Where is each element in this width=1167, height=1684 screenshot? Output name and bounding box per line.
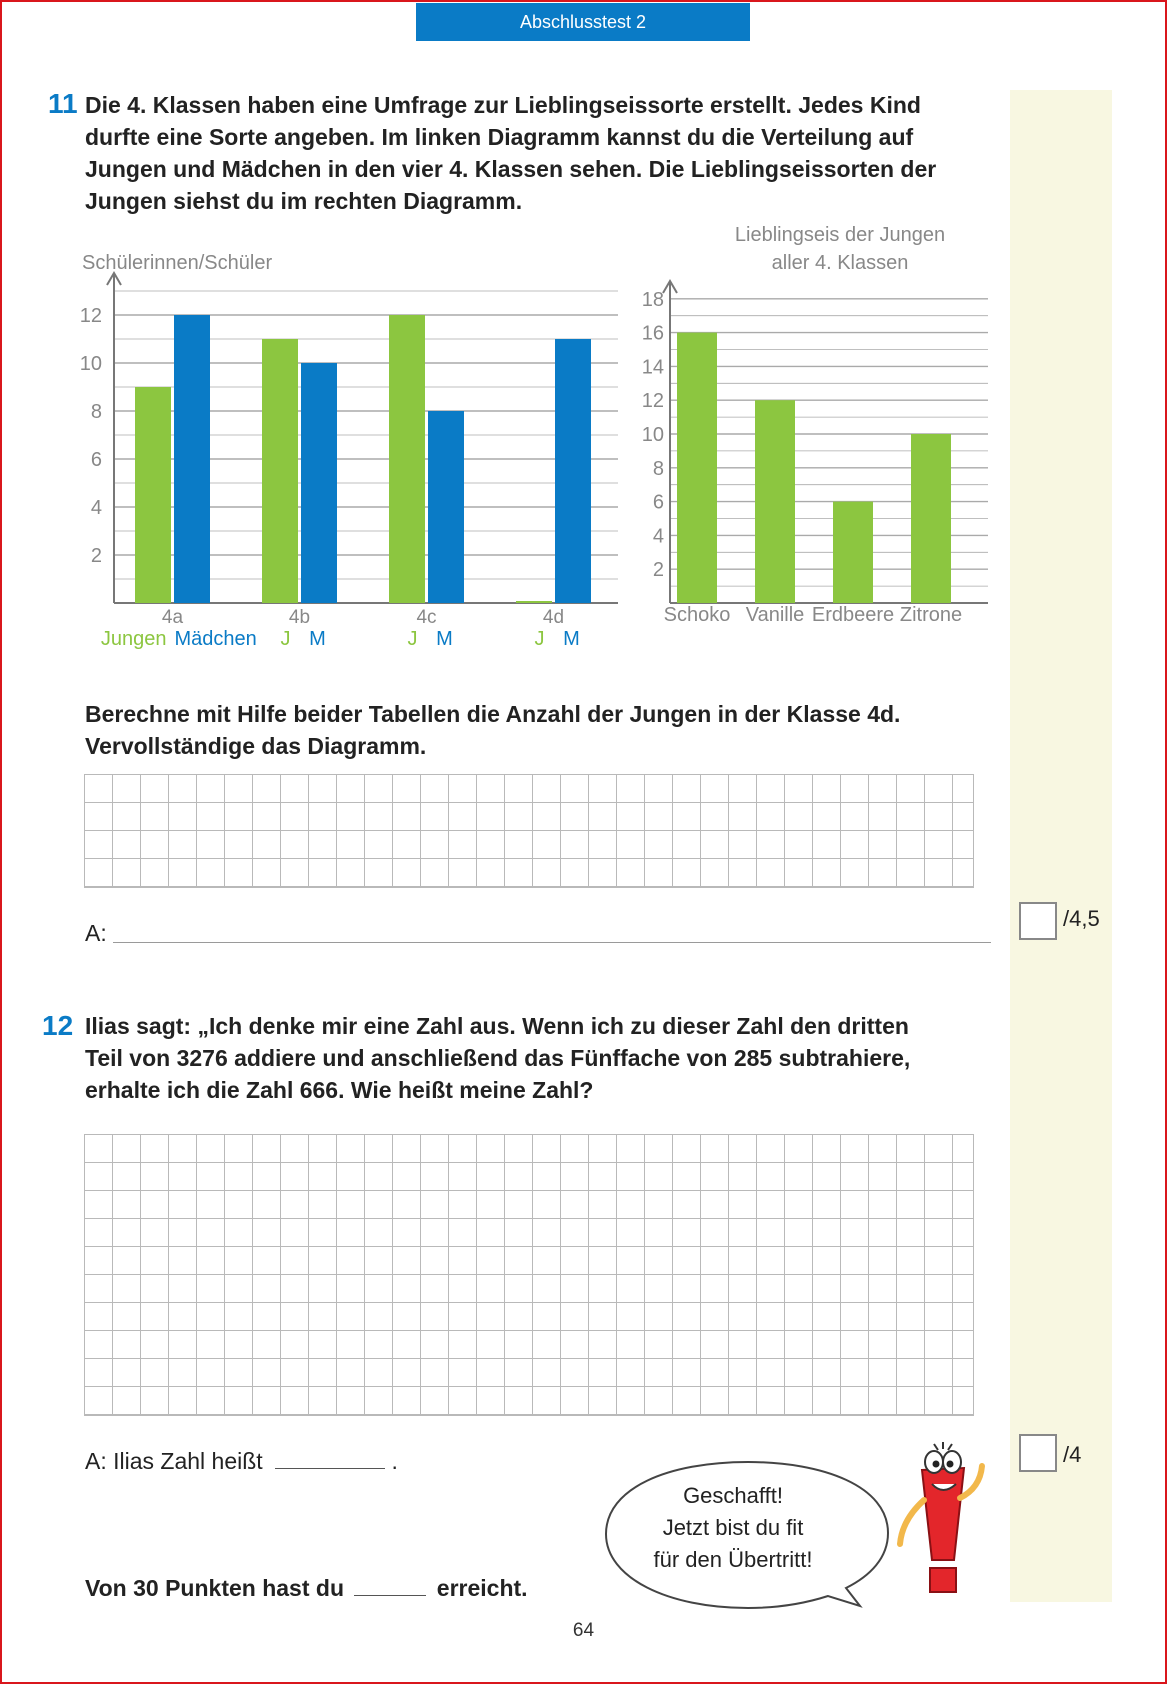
bar-jungen-4a xyxy=(135,387,171,603)
y-tick-label: 6 xyxy=(90,449,102,471)
y-tick-label: 18 xyxy=(641,288,664,311)
y-tick-label: 4 xyxy=(652,525,664,548)
score-max-12: /4 xyxy=(1063,1442,1082,1467)
answer-line-11[interactable] xyxy=(113,918,991,943)
instruction-line: Vervollständige das Diagramm. xyxy=(85,733,427,759)
x-tick-label: 4c xyxy=(416,607,437,628)
task-12-line: Teil von 3276 addiere und anschließend das Fünffache von 285 subtrahiere, xyxy=(85,1045,911,1071)
y-tick-label: 10 xyxy=(79,353,102,375)
x-tick-label: Erdbeere xyxy=(811,604,895,626)
bar-jungen-4d xyxy=(516,601,552,603)
x-tick-label: 4d xyxy=(542,607,565,628)
y-tick-label: 14 xyxy=(641,356,664,379)
y-tick-label: 10 xyxy=(641,424,664,446)
x-tick-label: 4a xyxy=(161,607,184,628)
legend-m: M xyxy=(436,628,453,650)
legend-m: M xyxy=(563,628,580,650)
bar-mädchen-4c xyxy=(428,411,464,603)
calculation-grid-11[interactable] xyxy=(84,774,974,888)
bubble-line: für den Übertritt! xyxy=(653,1547,813,1572)
answer-end-12: . xyxy=(391,1448,398,1474)
answer-text-12: A: Ilias Zahl heißt xyxy=(85,1448,263,1474)
task-11-line: Jungen siehst du im rechten Diagramm. xyxy=(85,188,523,214)
speech-bubble-text xyxy=(623,1480,843,1576)
y-tick-label: 12 xyxy=(641,390,664,413)
x-tick-label: 4b xyxy=(288,607,311,628)
answer-blank-12[interactable] xyxy=(275,1448,385,1469)
bar-jungen-4b xyxy=(262,339,298,603)
answer-label-12 xyxy=(85,1448,398,1475)
legend-jungen: Jungen xyxy=(100,628,167,650)
answer-label-11: A: xyxy=(85,920,107,946)
y-tick-label: 4 xyxy=(90,497,102,519)
bar-zitrone xyxy=(911,434,951,603)
score-box-11[interactable] xyxy=(1019,902,1057,940)
bubble-line: Jetzt bist du fit xyxy=(662,1515,804,1540)
x-tick-label: Zitrone xyxy=(899,604,963,626)
y-tick-label: 2 xyxy=(652,559,664,582)
task-12-line: erhalte ich die Zahl 666. Wie heißt meine Zahl? xyxy=(85,1077,594,1103)
task-11-line: durfte eine Sorte angeben. Im linken Diagramm kannst du die Verteilung auf xyxy=(85,124,914,150)
bar-jungen-4c xyxy=(389,315,425,603)
chart-title-line: Lieblingseis der Jungen xyxy=(734,224,946,246)
y-tick-label: 8 xyxy=(90,401,102,423)
total-points-blank[interactable] xyxy=(354,1573,426,1596)
bar-mädchen-4d xyxy=(555,339,591,603)
legend-j: J xyxy=(407,628,418,650)
bar-erdbeere xyxy=(833,502,873,603)
score-box-12[interactable] xyxy=(1019,1434,1057,1472)
task-11-text xyxy=(85,89,1005,217)
task-number-11: 11 xyxy=(48,88,78,119)
bar-vanille xyxy=(755,400,795,603)
y-tick-label: 8 xyxy=(652,457,664,480)
legend-m: M xyxy=(309,628,326,650)
bar-mädchen-4b xyxy=(301,363,337,603)
calculation-grid-12[interactable] xyxy=(84,1134,974,1416)
bar-mädchen-4a xyxy=(174,315,210,603)
section-header: Abschlusstest 2 xyxy=(416,3,750,41)
page-number: 64 xyxy=(572,1620,595,1641)
boys-flavor-chart xyxy=(640,215,1010,635)
y-tick-label: 16 xyxy=(641,322,664,345)
x-tick-label: Schoko xyxy=(663,604,731,626)
total-prefix: Von 30 Punkten hast du xyxy=(85,1575,344,1601)
task-11-line: Jungen und Mädchen in den vier 4. Klassen sehen. Die Lieblingseissorten der xyxy=(85,156,937,182)
task-12-text xyxy=(85,1010,1005,1106)
task-number-12: 12 xyxy=(42,1010,74,1041)
exclamation-mascot-icon xyxy=(888,1440,998,1600)
total-points-line xyxy=(85,1572,685,1604)
bubble-line: Geschafft! xyxy=(683,1483,783,1508)
x-tick-label: Vanille xyxy=(745,604,805,626)
task-12-line: Ilias sagt: „Ich denke mir eine Zahl aus. Wenn ich zu dieser Zahl den dritten xyxy=(85,1013,909,1039)
total-suffix: erreicht. xyxy=(436,1575,528,1601)
task-11-line: Die 4. Klassen haben eine Umfrage zur Lieblingseissorte erstellt. Jedes Kind xyxy=(85,92,921,118)
instruction-line: Berechne mit Hilfe beider Tabellen die Anzahl der Jungen in der Klasse 4d. xyxy=(85,701,901,727)
y-tick-label: 2 xyxy=(90,545,102,567)
score-max-11: /4,5 xyxy=(1063,906,1100,931)
bar-schoko xyxy=(677,333,717,603)
y-tick-label: 12 xyxy=(79,305,102,327)
score-column xyxy=(1010,90,1112,1602)
legend-maedchen: Mädchen xyxy=(174,628,257,650)
task-11-instruction xyxy=(85,698,1005,762)
y-axis-label: Schülerinnen/Schüler xyxy=(82,252,273,274)
legend-j: J xyxy=(534,628,545,650)
chart-title-line: aller 4. Klassen xyxy=(771,252,909,274)
legend-j: J xyxy=(280,628,291,650)
class-distribution-chart xyxy=(78,245,628,655)
y-tick-label: 6 xyxy=(652,491,664,514)
